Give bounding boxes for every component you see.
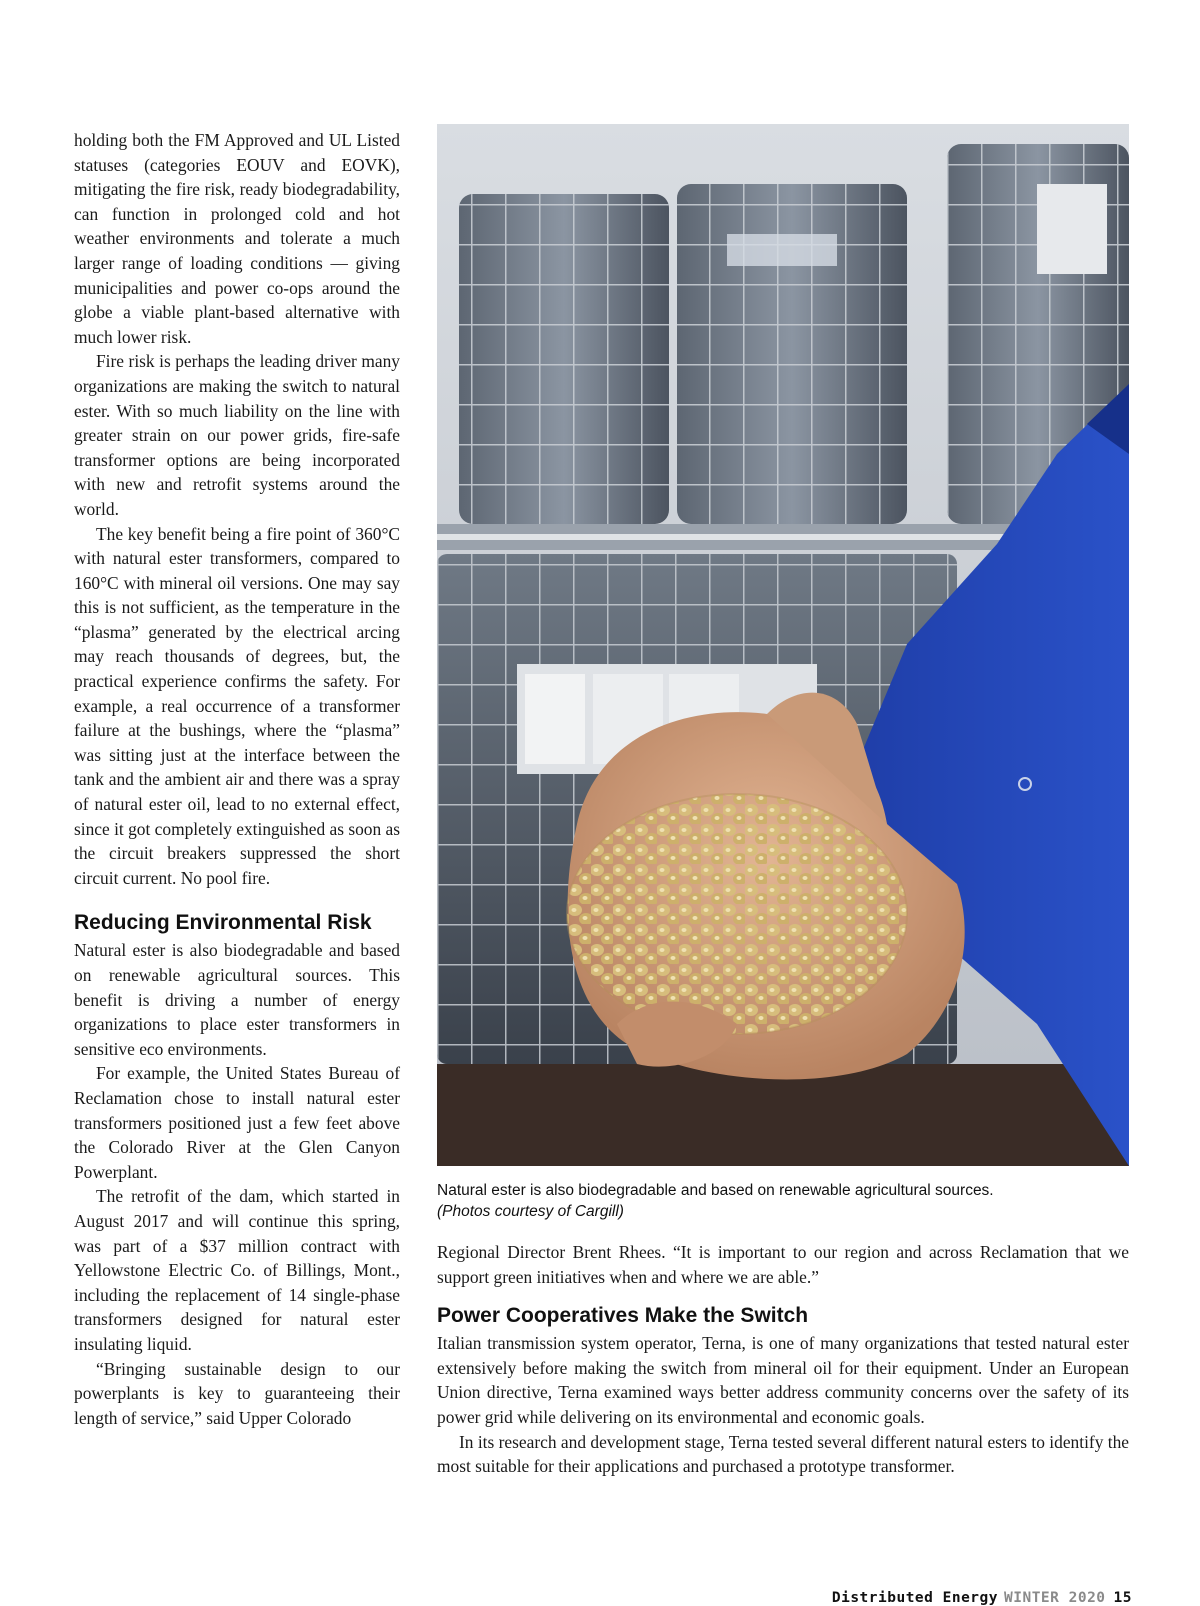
page-footer [832,1590,1132,1606]
caption-text: Natural ester is also biodegradable and based on renewable agricultural sources. [437,1182,994,1199]
body-paragraph: “Bringing sustainable design to our powerplants is key to guaranteeing their length of service,” said Upper Colorado [74,1358,400,1428]
right-body [437,1240,1129,1479]
body-paragraph: In its research and development stage, Terna tested several different natural esters to identify the most suitable for their applications and purchased a prototype transformer. [437,1431,1129,1477]
body-paragraph: Fire risk is perhaps the leading driver many organizations are making the switch to natural ester. With so much liability on the line with greater strain on our power grids, fire-safe transformer options are being incorporated with new and retrofit systems around the world. [74,351,400,519]
magazine-name: Distributed Energy [831,1590,998,1606]
body-paragraph: Natural ester is also biodegradable and based on renewable agricultural sources. This benefit is driving a number of energy organizations to place ester transformers in sensitive eco environments. [74,940,400,1059]
body-paragraph: Italian transmission system operator, Terna, is one of many organizations that tested natural ester extensively before making the switch from mineral oil for their equipment. Under an European Union directive, Terna examined ways better address community concerns over the safety of its power grid while delivering on its environmental and economic goals. [437,1333,1129,1427]
photo-illustration [437,124,1129,1166]
body-paragraph: Regional Director Brent Rhees. “It is important to our region and across Reclamation that we support green initiatives when and where we are able.” [437,1242,1129,1287]
body-paragraph: holding both the FM Approved and UL Listed statuses (categories EOUV and EOVK), mitigating the fire risk, ready biodegradability, can function in prolonged cold and hot weather environments and tolerate a much larger range of loading conditions — giving municipalities and power co-ops around the globe a viable plant-based alternative with much lower risk. [74,130,400,347]
photo-credit: (Photos courtesy of Cargill) [437,1203,624,1220]
body-paragraph: The key benefit being a fire point of 360°C with natural ester transformers, compared to 160°C with mineral oil versions. One may say this is not sufficient, as the temperature in the “plasma” generated by the electrical arcing may reach thousands of degrees, but, the practical experience confirms the safety. For example, a real occurrence of a transformer failure at the bushings, where the “plasma” was sitting just at the interface between the tank and the ambient air and there was a spray of natural ester oil, lead to no external effect, since it got completely extinguished as soon as the circuit breakers suppressed the short circuit current. No pool fire. [74,523,401,888]
right-column [437,124,1129,1479]
photo-caption [437,1180,1129,1222]
soybeans-photo [437,124,1129,1166]
section-heading: Reducing Environmental Risk [74,911,372,935]
page-number: 15 [1113,1590,1132,1606]
issue-season: WINTER 2020 [1004,1590,1106,1606]
section-heading: Power Cooperatives Make the Switch [437,1304,809,1328]
body-paragraph: The retrofit of the dam, which started in August 2017 and will continue this spring, was part of a $37 million contract with Yellowstone Electric Co. of Billings, Mont., including the replacement of 14 single-phase transformers designed for natural ester insulating liquid. [74,1186,400,1354]
body-paragraph: For example, the United States Bureau of Reclamation chose to install natural ester transformers positioned just a few feet above the Colorado River at the Glen Canyon Powerplant. [74,1063,400,1182]
left-column [74,128,400,1430]
